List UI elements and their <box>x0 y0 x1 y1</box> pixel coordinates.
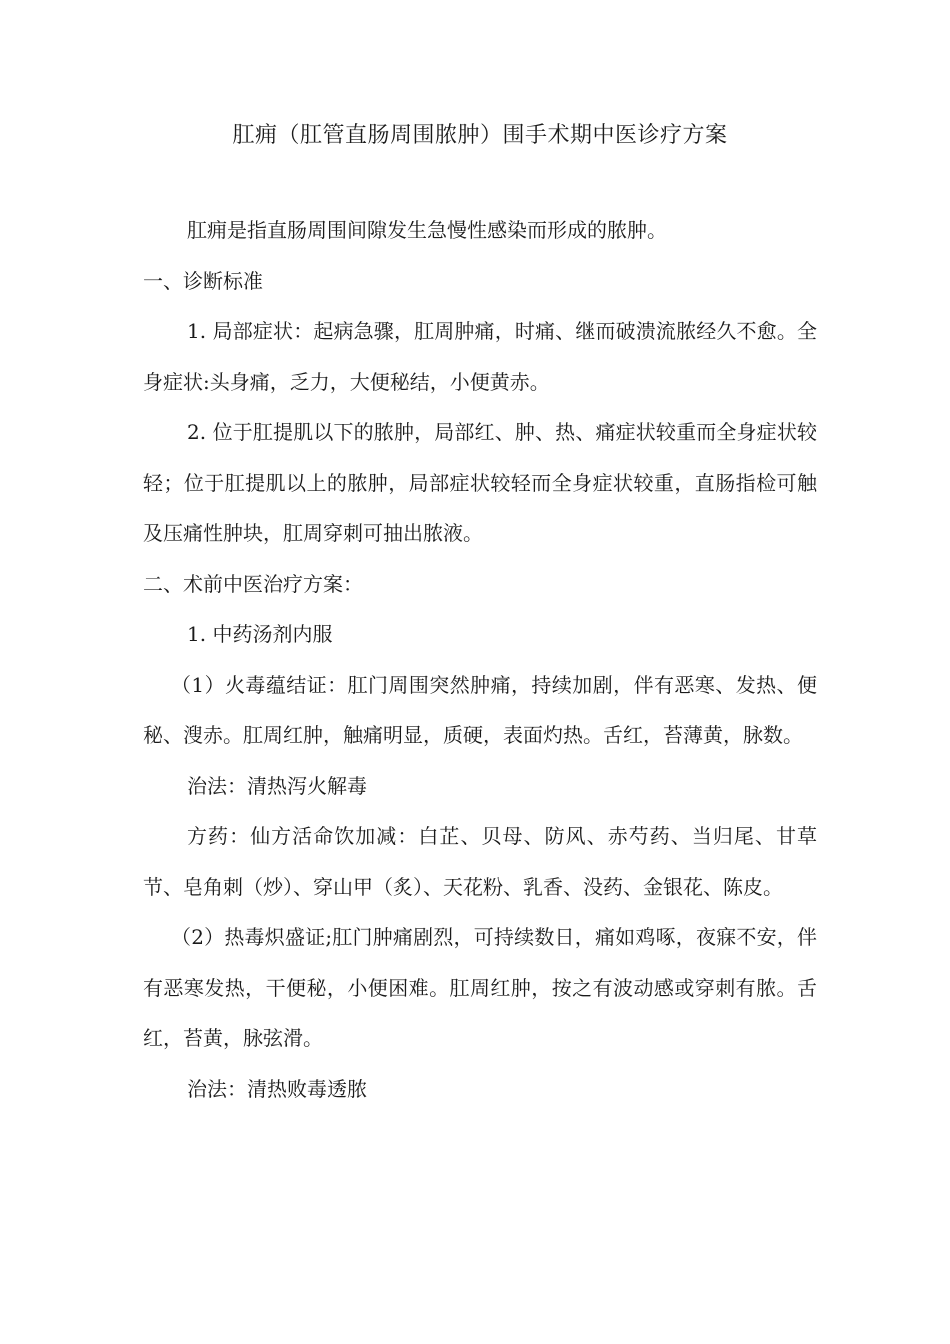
syndrome-1-paragraph: （1）火毒蕴结证：肛门周围突然肿痛，持续加剧，伴有恶寒、发热、便秘、溲赤。肛周红肿，触痛明显，质硬，表面灼热。舌红，苔薄黄，脉数。 <box>143 672 817 747</box>
diagnosis-item-2: 2. 位于肛提肌以下的脓肿，局部红、肿、热、痛症状较重而全身症状较轻；位于肛提肌以上的脓肿，局部症状较轻而全身症状较重，直肠指检可触及压痛性肿块，肛周穿刺可抽出脓液。 <box>143 420 817 545</box>
syndrome-2-paragraph: （2）热毒炽盛证;肛门肿痛剧烈，可持续数日，痛如鸡啄，夜寐不安，伴有恶寒发热，干便秘，小便困难。肛周红肿，按之有波动感或穿刺有脓。舌红，苔黄，脉弦滑。 <box>143 925 817 1050</box>
document-title: 肛痈（肛管直肠周围脓肿）围手术期中医诊疗方案 <box>232 123 728 148</box>
intro-paragraph: 肛痈是指直肠周围间隙发生急慢性感染而形成的脓肿。 <box>187 218 667 242</box>
syndrome-1-prescription: 方药：仙方活命饮加减：白芷、贝母、防风、赤芍药、当归尾、甘草节、皂角刺（炒）、穿山甲（炙）、天花粉、乳香、没药、金银花、陈皮。 <box>143 824 817 899</box>
diagnosis-item-1: 1. 局部症状：起病急骤，肛周肿痛，时痛、继而破溃流脓经久不愈。全身症状:头身痛，乏力，大便秘结，小便黄赤。 <box>143 319 817 394</box>
treatment-subheading: 1. 中药汤剂内服 <box>187 622 333 646</box>
syndrome-2-method: 治法：清热败毒透脓 <box>187 1076 367 1101</box>
section-heading-treatment: 二、术前中医治疗方案： <box>143 571 363 596</box>
document-body <box>143 205 817 1114</box>
section-heading-diagnosis: 一、诊断标准 <box>143 268 263 293</box>
syndrome-1-method: 治法：清热泻火解毒 <box>187 773 367 798</box>
